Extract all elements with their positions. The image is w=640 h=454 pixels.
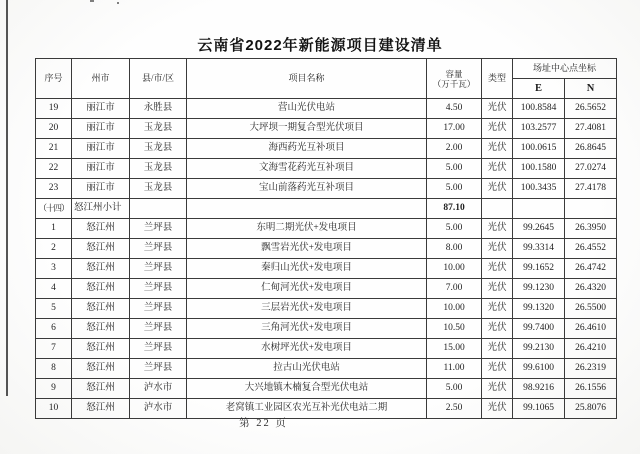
cell-e: 99.2130 [513, 339, 565, 359]
cell-e: 99.2645 [513, 219, 565, 239]
cell-county: 兰坪县 [130, 259, 187, 279]
cell-e: 100.1580 [513, 159, 565, 179]
cell-project: 宝山前落药光互补项目 [187, 179, 427, 199]
cell-type: 光伏 [482, 359, 513, 379]
cell-city: 怒江州 [72, 379, 130, 399]
cell-city: 怒江州 [72, 339, 130, 359]
cell-type: 光伏 [482, 239, 513, 259]
cell-project: 仁甸河光伏+发电项目 [187, 279, 427, 299]
cell-capacity: 2.50 [427, 399, 482, 419]
cell-no: 9 [36, 379, 72, 399]
cell-no: 19 [36, 99, 72, 119]
cell-n [565, 199, 617, 219]
table-row [36, 219, 617, 239]
cell-no: 5 [36, 299, 72, 319]
cell-e: 100.8584 [513, 99, 565, 119]
table-row [36, 139, 617, 159]
header-no: 序号 [36, 59, 72, 99]
table-row [36, 119, 617, 139]
subtotal-row [36, 199, 617, 219]
cell-county: 兰坪县 [130, 339, 187, 359]
cell-type: 光伏 [482, 139, 513, 159]
cell-n: 26.1556 [565, 379, 617, 399]
cell-no: 7 [36, 339, 72, 359]
cell-city: 丽江市 [72, 99, 130, 119]
cell-county: 泸水市 [130, 399, 187, 419]
header-north: N [565, 79, 617, 99]
table-header [36, 59, 617, 99]
cell-e: 100.3435 [513, 179, 565, 199]
cell-e: 99.1065 [513, 399, 565, 419]
cell-type [482, 199, 513, 219]
cell-type: 光伏 [482, 179, 513, 199]
cell-e: 99.6100 [513, 359, 565, 379]
cell-n: 26.4320 [565, 279, 617, 299]
table-row [36, 159, 617, 179]
cell-no: 2 [36, 239, 72, 259]
cell-city: 怒江州 [72, 319, 130, 339]
cell-n: 26.2319 [565, 359, 617, 379]
cell-type: 光伏 [482, 119, 513, 139]
header-capacity-line2: （万千瓦） [432, 78, 476, 89]
cell-project: 大坪坝一期复合型光伏项目 [187, 119, 427, 139]
cell-project: 东明二期光伏+发电项目 [187, 219, 427, 239]
cell-city: 怒江州 [72, 359, 130, 379]
cell-no: 10 [36, 399, 72, 419]
cell-e [513, 199, 565, 219]
cell-type: 光伏 [482, 159, 513, 179]
header-capacity [427, 59, 482, 99]
cell-county: 玉龙县 [130, 139, 187, 159]
cell-capacity: 5.00 [427, 159, 482, 179]
cell-county: 兰坪县 [130, 319, 187, 339]
cell-city: 怒江州 [72, 239, 130, 259]
cell-capacity: 17.00 [427, 119, 482, 139]
scan-artifact-line [6, 0, 8, 396]
cell-county: 兰坪县 [130, 219, 187, 239]
cell-capacity: 11.00 [427, 359, 482, 379]
cell-n: 26.5652 [565, 99, 617, 119]
cell-project: 海西药光互补项目 [187, 139, 427, 159]
cell-e: 99.1320 [513, 299, 565, 319]
cell-capacity: 2.00 [427, 139, 482, 159]
cell-e: 99.7400 [513, 319, 565, 339]
cell-no: 21 [36, 139, 72, 159]
cell-type: 光伏 [482, 339, 513, 359]
cell-n: 25.8076 [565, 399, 617, 419]
cell-county: 兰坪县 [130, 239, 187, 259]
cell-type: 光伏 [482, 279, 513, 299]
cell-city: 丽江市 [72, 179, 130, 199]
cell-e: 99.3314 [513, 239, 565, 259]
cell-no: 4 [36, 279, 72, 299]
cell-type: 光伏 [482, 99, 513, 119]
cell-capacity: 8.00 [427, 239, 482, 259]
cell-county: 玉龙县 [130, 179, 187, 199]
cell-n: 27.4081 [565, 119, 617, 139]
cell-county: 兰坪县 [130, 359, 187, 379]
table-row [36, 239, 617, 259]
table-row [36, 179, 617, 199]
cell-capacity: 5.00 [427, 219, 482, 239]
cell-no: （十四） [36, 199, 72, 219]
cell-no: 23 [36, 179, 72, 199]
table-row [36, 299, 617, 319]
cell-city: 怒江州 [72, 299, 130, 319]
table-row [36, 359, 617, 379]
cell-type: 光伏 [482, 219, 513, 239]
cell-no: 3 [36, 259, 72, 279]
cell-city: 怒江州 [72, 399, 130, 419]
header-east: E [513, 79, 565, 99]
project-list-table [35, 58, 617, 419]
cell-no: 22 [36, 159, 72, 179]
cell-project [187, 199, 427, 219]
header-city: 州市 [72, 59, 130, 99]
cell-capacity: 15.00 [427, 339, 482, 359]
cell-n: 26.4552 [565, 239, 617, 259]
cell-project: 三层岩光伏+发电项目 [187, 299, 427, 319]
document-title: 云南省2022年新能源项目建设清单 [197, 37, 443, 54]
cell-n: 27.4178 [565, 179, 617, 199]
cell-n: 27.0274 [565, 159, 617, 179]
cell-city: 丽江市 [72, 119, 130, 139]
cell-n: 26.4610 [565, 319, 617, 339]
cell-county: 兰坪县 [130, 279, 187, 299]
cell-capacity: 7.00 [427, 279, 482, 299]
cell-city: 怒江州 [72, 259, 130, 279]
cell-n: 26.4210 [565, 339, 617, 359]
cell-no: 20 [36, 119, 72, 139]
scan-artifact-speck [117, 2, 119, 4]
header-capacity-line1: 容量 [445, 68, 463, 79]
cell-no: 1 [36, 219, 72, 239]
cell-capacity: 87.10 [427, 199, 482, 219]
cell-city: 怒江州 [72, 279, 130, 299]
cell-e: 98.9216 [513, 379, 565, 399]
cell-n: 26.4742 [565, 259, 617, 279]
cell-project: 拉古山光伏电站 [187, 359, 427, 379]
cell-capacity: 5.00 [427, 379, 482, 399]
header-project: 项目名称 [187, 59, 427, 99]
cell-type: 光伏 [482, 379, 513, 399]
cell-type: 光伏 [482, 399, 513, 419]
cell-capacity: 10.00 [427, 259, 482, 279]
cell-county: 玉龙县 [130, 119, 187, 139]
cell-project: 三角河光伏+发电项目 [187, 319, 427, 339]
cell-no: 6 [36, 319, 72, 339]
table-row [36, 339, 617, 359]
table-row [36, 259, 617, 279]
cell-project: 营山光伏电站 [187, 99, 427, 119]
cell-type: 光伏 [482, 259, 513, 279]
cell-project: 文海雪花药光互补项目 [187, 159, 427, 179]
cell-county [130, 199, 187, 219]
cell-e: 99.1652 [513, 259, 565, 279]
cell-capacity: 10.50 [427, 319, 482, 339]
cell-project: 老窝镇工业园区农光互补光伏电站二期 [187, 399, 427, 419]
cell-county: 玉龙县 [130, 159, 187, 179]
cell-capacity: 5.00 [427, 179, 482, 199]
header-county: 县/市/区 [130, 59, 187, 99]
cell-project: 秦归山光伏+发电项目 [187, 259, 427, 279]
table-row [36, 99, 617, 119]
table-row [36, 379, 617, 399]
cell-city: 怒江州小计 [72, 199, 130, 219]
cell-project: 水树坪光伏+发电项目 [187, 339, 427, 359]
cell-no: 8 [36, 359, 72, 379]
cell-e: 100.0615 [513, 139, 565, 159]
table-body [36, 99, 617, 419]
scan-artifact-speck [90, 0, 94, 2]
table-row [36, 279, 617, 299]
cell-city: 丽江市 [72, 159, 130, 179]
cell-county: 永胜县 [130, 99, 187, 119]
cell-n: 26.8645 [565, 139, 617, 159]
cell-n: 26.5500 [565, 299, 617, 319]
header-coordinates: 场址中心点坐标 [513, 59, 617, 79]
cell-e: 103.2577 [513, 119, 565, 139]
cell-e: 99.1230 [513, 279, 565, 299]
cell-type: 光伏 [482, 319, 513, 339]
cell-city: 丽江市 [72, 139, 130, 159]
cell-type: 光伏 [482, 299, 513, 319]
table-row [36, 319, 617, 339]
cell-county: 泸水市 [130, 379, 187, 399]
page-number: 第 22 页 [239, 418, 288, 429]
cell-capacity: 4.50 [427, 99, 482, 119]
cell-city: 怒江州 [72, 219, 130, 239]
cell-n: 26.3950 [565, 219, 617, 239]
cell-county: 兰坪县 [130, 299, 187, 319]
cell-project: 大兴地镇木楠复合型光伏电站 [187, 379, 427, 399]
header-type: 类型 [482, 59, 513, 99]
cell-capacity: 10.00 [427, 299, 482, 319]
cell-project: 飘雪岩光伏+发电项目 [187, 239, 427, 259]
